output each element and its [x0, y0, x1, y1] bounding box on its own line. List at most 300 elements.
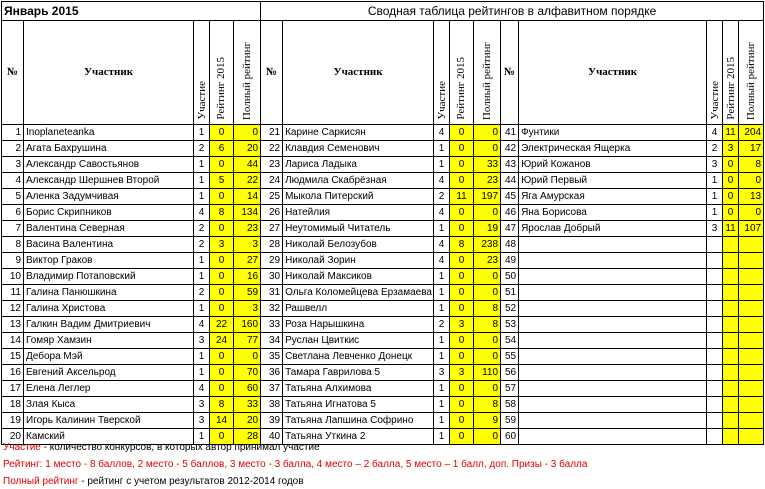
rating-2015: 5 [210, 173, 234, 189]
participant-name [519, 301, 707, 317]
participant-name: Клавдия Семенович [283, 141, 434, 157]
col-header-full-rating [739, 21, 764, 125]
full-rating [739, 237, 764, 253]
rating-2015: 0 [723, 173, 739, 189]
full-rating: 0 [474, 333, 501, 349]
row-number: 6 [2, 205, 24, 221]
row-number: 50 [501, 269, 519, 285]
full-rating: 204 [739, 125, 764, 141]
participation-count [707, 317, 723, 333]
table-row [2, 141, 764, 157]
rating-2015 [723, 253, 739, 269]
row-number: 4 [2, 173, 24, 189]
note-full-rating [3, 475, 304, 489]
rating-2015 [723, 301, 739, 317]
participant-name [519, 269, 707, 285]
participant-name: Ольга Коломейцева Ерзамаева [283, 285, 434, 301]
rating-2015: 0 [450, 349, 474, 365]
full-rating: 3 [234, 301, 261, 317]
row-number: 26 [261, 205, 283, 221]
full-rating [739, 397, 764, 413]
participation-count: 1 [194, 157, 210, 173]
rating-2015: 24 [210, 333, 234, 349]
table-row [2, 237, 764, 253]
rating-2015: 0 [210, 365, 234, 381]
participant-name: Татьяна Алхимова [283, 381, 434, 397]
col-header-participation [194, 21, 210, 125]
full-rating: 107 [739, 221, 764, 237]
col-header-participation [707, 21, 723, 125]
participation-count: 1 [194, 189, 210, 205]
row-number: 36 [261, 365, 283, 381]
full-rating: 3 [234, 237, 261, 253]
row-number: 31 [261, 285, 283, 301]
full-rating: 77 [234, 333, 261, 349]
participant-name: Мыкола Питерский [283, 189, 434, 205]
full-rating [739, 413, 764, 429]
rating-2015: 0 [210, 221, 234, 237]
rating-2015: 0 [450, 397, 474, 413]
participant-name: Татьяна Игнатова 5 [283, 397, 434, 413]
full-rating: 0 [474, 381, 501, 397]
row-number: 35 [261, 349, 283, 365]
col-header-participation-text: Участие [436, 81, 449, 120]
participation-count: 2 [194, 141, 210, 157]
row-number: 18 [2, 397, 24, 413]
rating-2015: 0 [450, 205, 474, 221]
col-header-participant: Участник [519, 21, 707, 125]
participation-count: 3 [434, 365, 450, 381]
rating-2015: 0 [450, 141, 474, 157]
col-header-rating-2015-text: Рейтинг 2015 [215, 57, 227, 120]
rating-2015 [723, 365, 739, 381]
full-rating: 14 [234, 189, 261, 205]
participant-name [519, 317, 707, 333]
row-number: 19 [2, 413, 24, 429]
participation-count: 4 [194, 205, 210, 221]
participation-count: 2 [434, 317, 450, 333]
col-header-participation-text: Участие [196, 81, 208, 120]
participation-count: 3 [707, 157, 723, 173]
participation-count: 4 [434, 205, 450, 221]
participation-count: 1 [194, 269, 210, 285]
participation-count [707, 381, 723, 397]
row-number: 25 [261, 189, 283, 205]
table-row [2, 333, 764, 349]
participation-count: 1 [434, 429, 450, 445]
table-row [2, 189, 764, 205]
participant-name: Галина Христова [24, 301, 194, 317]
full-rating [739, 301, 764, 317]
row-number: 32 [261, 301, 283, 317]
rating-2015: 3 [210, 237, 234, 253]
full-rating [739, 253, 764, 269]
participation-count: 1 [707, 173, 723, 189]
participant-name: Злая Кыса [24, 397, 194, 413]
participant-name: Светлана Левченко Донецк [283, 349, 434, 365]
participant-name: Александр Шершнев Второй [24, 173, 194, 189]
participant-name [519, 413, 707, 429]
full-rating: 23 [474, 253, 501, 269]
table-row [2, 301, 764, 317]
participation-count: 2 [707, 141, 723, 157]
table-row [2, 269, 764, 285]
row-number: 57 [501, 381, 519, 397]
participation-count: 3 [194, 413, 210, 429]
row-number: 45 [501, 189, 519, 205]
row-number: 14 [2, 333, 24, 349]
full-rating: 0 [474, 125, 501, 141]
participation-count: 1 [434, 301, 450, 317]
participant-name: Лариса Ладыка [283, 157, 434, 173]
participation-count: 1 [434, 333, 450, 349]
participant-name: Александр Савостьянов [24, 157, 194, 173]
rating-2015: 0 [210, 349, 234, 365]
full-rating: 197 [474, 189, 501, 205]
col-header-participation-text: Участие [709, 81, 722, 120]
participation-count: 4 [434, 125, 450, 141]
row-number: 53 [501, 317, 519, 333]
row-number: 11 [2, 285, 24, 301]
participant-name: Борис Скрипников [24, 205, 194, 221]
full-rating: 134 [234, 205, 261, 221]
full-rating [739, 365, 764, 381]
full-rating: 13 [739, 189, 764, 205]
participant-name: Яга Амурская [519, 189, 707, 205]
full-rating: 9 [474, 413, 501, 429]
row-number: 55 [501, 349, 519, 365]
participation-count: 1 [194, 429, 210, 445]
row-number: 21 [261, 125, 283, 141]
rating-2015: 3 [450, 317, 474, 333]
row-number: 7 [2, 221, 24, 237]
participant-name: Тамара Гаврилова 5 [283, 365, 434, 381]
participant-name: Ярослав Добрый [519, 221, 707, 237]
full-rating: 16 [234, 269, 261, 285]
participation-count: 1 [194, 365, 210, 381]
row-number: 49 [501, 253, 519, 269]
row-number: 44 [501, 173, 519, 189]
rating-2015: 0 [210, 253, 234, 269]
col-header-rating-2015 [723, 21, 739, 125]
participation-count: 1 [434, 157, 450, 173]
rating-2015: 0 [210, 429, 234, 445]
rating-2015: 0 [450, 285, 474, 301]
row-number: 13 [2, 317, 24, 333]
rating-2015: 0 [450, 301, 474, 317]
full-rating: 238 [474, 237, 501, 253]
participation-count [707, 397, 723, 413]
rating-2015 [723, 285, 739, 301]
participant-name: Неутомимый Читатель [283, 221, 434, 237]
participation-count [707, 349, 723, 365]
row-number: 15 [2, 349, 24, 365]
row-number: 23 [261, 157, 283, 173]
row-number: 33 [261, 317, 283, 333]
full-rating: 160 [234, 317, 261, 333]
row-number: 8 [2, 237, 24, 253]
row-number: 42 [501, 141, 519, 157]
row-number: 60 [501, 429, 519, 445]
participation-count: 1 [434, 397, 450, 413]
full-rating: 60 [234, 381, 261, 397]
full-rating: 0 [474, 269, 501, 285]
participant-name: Фунтики [519, 125, 707, 141]
full-rating: 0 [739, 173, 764, 189]
participation-count: 1 [707, 205, 723, 221]
row-number: 43 [501, 157, 519, 173]
month-title: Январь 2015 [2, 2, 261, 21]
full-rating: 8 [739, 157, 764, 173]
participation-count: 1 [194, 301, 210, 317]
participation-count: 4 [434, 253, 450, 269]
rating-2015: 0 [450, 381, 474, 397]
participant-name: Натейлия [283, 205, 434, 221]
participant-name: Гомяр Хамзин [24, 333, 194, 349]
rating-2015: 8 [210, 397, 234, 413]
participant-name: Руслан Цвиткис [283, 333, 434, 349]
participation-count [707, 285, 723, 301]
row-number: 24 [261, 173, 283, 189]
rating-2015 [723, 333, 739, 349]
participation-count: 4 [434, 173, 450, 189]
ratings-table [1, 1, 764, 445]
participation-count: 1 [434, 221, 450, 237]
row-number: 5 [2, 189, 24, 205]
row-number: 40 [261, 429, 283, 445]
full-rating: 0 [474, 285, 501, 301]
col-header-participation [434, 21, 450, 125]
col-header-rating-2015-text: Рейтинг 2015 [455, 57, 468, 120]
rating-2015: 6 [210, 141, 234, 157]
full-rating: 22 [234, 173, 261, 189]
participant-name: Елена Леглер [24, 381, 194, 397]
participation-count [707, 333, 723, 349]
rating-2015 [723, 269, 739, 285]
rating-2015 [723, 429, 739, 445]
full-rating: 110 [474, 365, 501, 381]
participation-count: 3 [194, 333, 210, 349]
participation-count: 1 [434, 413, 450, 429]
rating-2015: 14 [210, 413, 234, 429]
table-row [2, 285, 764, 301]
rating-2015: 0 [450, 253, 474, 269]
rating-2015: 0 [723, 157, 739, 173]
row-number: 9 [2, 253, 24, 269]
rating-2015: 8 [450, 237, 474, 253]
participant-name: Евгений Аксельрод [24, 365, 194, 381]
participant-name: Аленка Задумчивая [24, 189, 194, 205]
participation-count [707, 301, 723, 317]
table-row [2, 205, 764, 221]
rating-2015: 0 [210, 125, 234, 141]
full-rating [739, 333, 764, 349]
rating-2015 [723, 317, 739, 333]
full-rating [739, 285, 764, 301]
row-number: 3 [2, 157, 24, 173]
participant-name [519, 429, 707, 445]
participation-count: 4 [194, 381, 210, 397]
row-number: 41 [501, 125, 519, 141]
col-header-rating-2015-text: Рейтинг 2015 [725, 57, 738, 120]
row-number: 38 [261, 397, 283, 413]
full-rating: 70 [234, 365, 261, 381]
participant-name: Васина Валентина [24, 237, 194, 253]
rating-2015: 8 [210, 205, 234, 221]
participant-name: Рашвелл [283, 301, 434, 317]
participant-name: Николай Зорин [283, 253, 434, 269]
rating-2015 [723, 349, 739, 365]
row-number: 27 [261, 221, 283, 237]
rating-2015: 0 [450, 157, 474, 173]
full-rating: 28 [234, 429, 261, 445]
row-number: 17 [2, 381, 24, 397]
participation-count: 1 [434, 141, 450, 157]
row-number: 34 [261, 333, 283, 349]
participant-name: Электрическая Ящерка [519, 141, 707, 157]
participant-name: Николай Белозубов [283, 237, 434, 253]
table-body [2, 125, 764, 445]
participant-name: Игорь Калинин Тверской [24, 413, 194, 429]
full-rating: 0 [474, 141, 501, 157]
col-header-full-rating-text: Полный рейтинг [240, 41, 253, 120]
participant-name: Татьяна Лапшина Софрино [283, 413, 434, 429]
rating-2015: 0 [450, 429, 474, 445]
participation-count [707, 429, 723, 445]
rating-2015: 3 [450, 365, 474, 381]
participation-count: 4 [707, 125, 723, 141]
rating-2015 [723, 413, 739, 429]
row-number: 1 [2, 125, 24, 141]
rating-2015: 22 [210, 317, 234, 333]
participant-name [519, 349, 707, 365]
rating-2015: 0 [450, 413, 474, 429]
full-rating: 8 [474, 301, 501, 317]
col-header-full-rating-text: Полный рейтинг [744, 41, 757, 120]
participation-count: 1 [707, 189, 723, 205]
full-rating: 27 [234, 253, 261, 269]
row-number: 58 [501, 397, 519, 413]
row-number: 39 [261, 413, 283, 429]
table-row [2, 157, 764, 173]
participation-count: 1 [194, 173, 210, 189]
participant-name [519, 381, 707, 397]
participant-name [519, 333, 707, 349]
participant-name: Галина Панюшкина [24, 285, 194, 301]
table-row [2, 125, 764, 141]
participant-name [519, 253, 707, 269]
participation-count: 1 [194, 253, 210, 269]
table-row [2, 365, 764, 381]
note-text: - количество конкурсов, в которых автор принимал участие [40, 442, 320, 453]
row-number: 10 [2, 269, 24, 285]
participant-name [519, 237, 707, 253]
rating-2015 [723, 237, 739, 253]
participant-name: Яна Борисова [519, 205, 707, 221]
row-number: 51 [501, 285, 519, 301]
rating-2015: 0 [450, 269, 474, 285]
note-term: Полный рейтинг [3, 476, 79, 487]
participation-count: 1 [434, 381, 450, 397]
full-rating: 33 [234, 397, 261, 413]
participation-count [707, 269, 723, 285]
rating-2015: 0 [210, 285, 234, 301]
participant-name: Юрий Кожанов [519, 157, 707, 173]
col-header-num: № [2, 21, 24, 125]
rating-2015 [723, 397, 739, 413]
table-row [2, 173, 764, 189]
participant-name: Юрий Первый [519, 173, 707, 189]
participation-count [707, 413, 723, 429]
table-row [2, 349, 764, 365]
full-rating: 0 [234, 125, 261, 141]
full-rating: 20 [234, 413, 261, 429]
participation-count: 4 [434, 237, 450, 253]
table-row [2, 413, 764, 429]
col-header-rating-2015 [210, 21, 234, 125]
row-number: 12 [2, 301, 24, 317]
full-rating: 0 [739, 205, 764, 221]
note-text: 1 место - 8 баллов, 2 место - 5 баллов, 3 место - 3 балла, 4 место – 2 балла, 5 место – 1 балл, доп. Призы - 3 балла [42, 459, 588, 470]
full-rating: 8 [474, 317, 501, 333]
participation-count: 1 [194, 349, 210, 365]
row-number: 52 [501, 301, 519, 317]
participant-name: Агата Бахрушина [24, 141, 194, 157]
full-rating: 0 [234, 349, 261, 365]
row-number: 56 [501, 365, 519, 381]
participation-count: 1 [434, 349, 450, 365]
participant-name: Дебора Мэй [24, 349, 194, 365]
row-number: 29 [261, 253, 283, 269]
full-rating: 0 [474, 429, 501, 445]
note-text: - рейтинг с учетом результатов 2012-2014 годов [78, 476, 304, 487]
participation-count: 2 [434, 189, 450, 205]
row-number: 22 [261, 141, 283, 157]
rating-2015: 0 [450, 173, 474, 189]
rating-2015: 0 [210, 269, 234, 285]
col-header-participant: Участник [283, 21, 434, 125]
row-number: 48 [501, 237, 519, 253]
full-rating: 17 [739, 141, 764, 157]
row-number: 47 [501, 221, 519, 237]
participant-name: Виктор Граков [24, 253, 194, 269]
participant-name [519, 285, 707, 301]
row-number: 37 [261, 381, 283, 397]
rating-2015 [723, 381, 739, 397]
participant-name: Inoplaneteanka [24, 125, 194, 141]
table-row [2, 381, 764, 397]
full-rating: 23 [234, 221, 261, 237]
participation-count: 2 [194, 237, 210, 253]
full-rating: 0 [474, 349, 501, 365]
table-row [2, 397, 764, 413]
participation-count: 3 [194, 397, 210, 413]
rating-2015: 0 [210, 157, 234, 173]
col-header-full-rating [474, 21, 501, 125]
participant-name: Галкин Вадим Дмитриевич [24, 317, 194, 333]
full-rating: 19 [474, 221, 501, 237]
participant-name: Роза Нарышкина [283, 317, 434, 333]
table-row [2, 253, 764, 269]
participation-count: 4 [194, 317, 210, 333]
row-number: 28 [261, 237, 283, 253]
participation-count: 2 [194, 285, 210, 301]
rating-2015: 11 [450, 189, 474, 205]
participant-name: Николай Максиков [283, 269, 434, 285]
full-rating: 33 [474, 157, 501, 173]
header-row [2, 21, 764, 125]
col-header-num: № [501, 21, 519, 125]
